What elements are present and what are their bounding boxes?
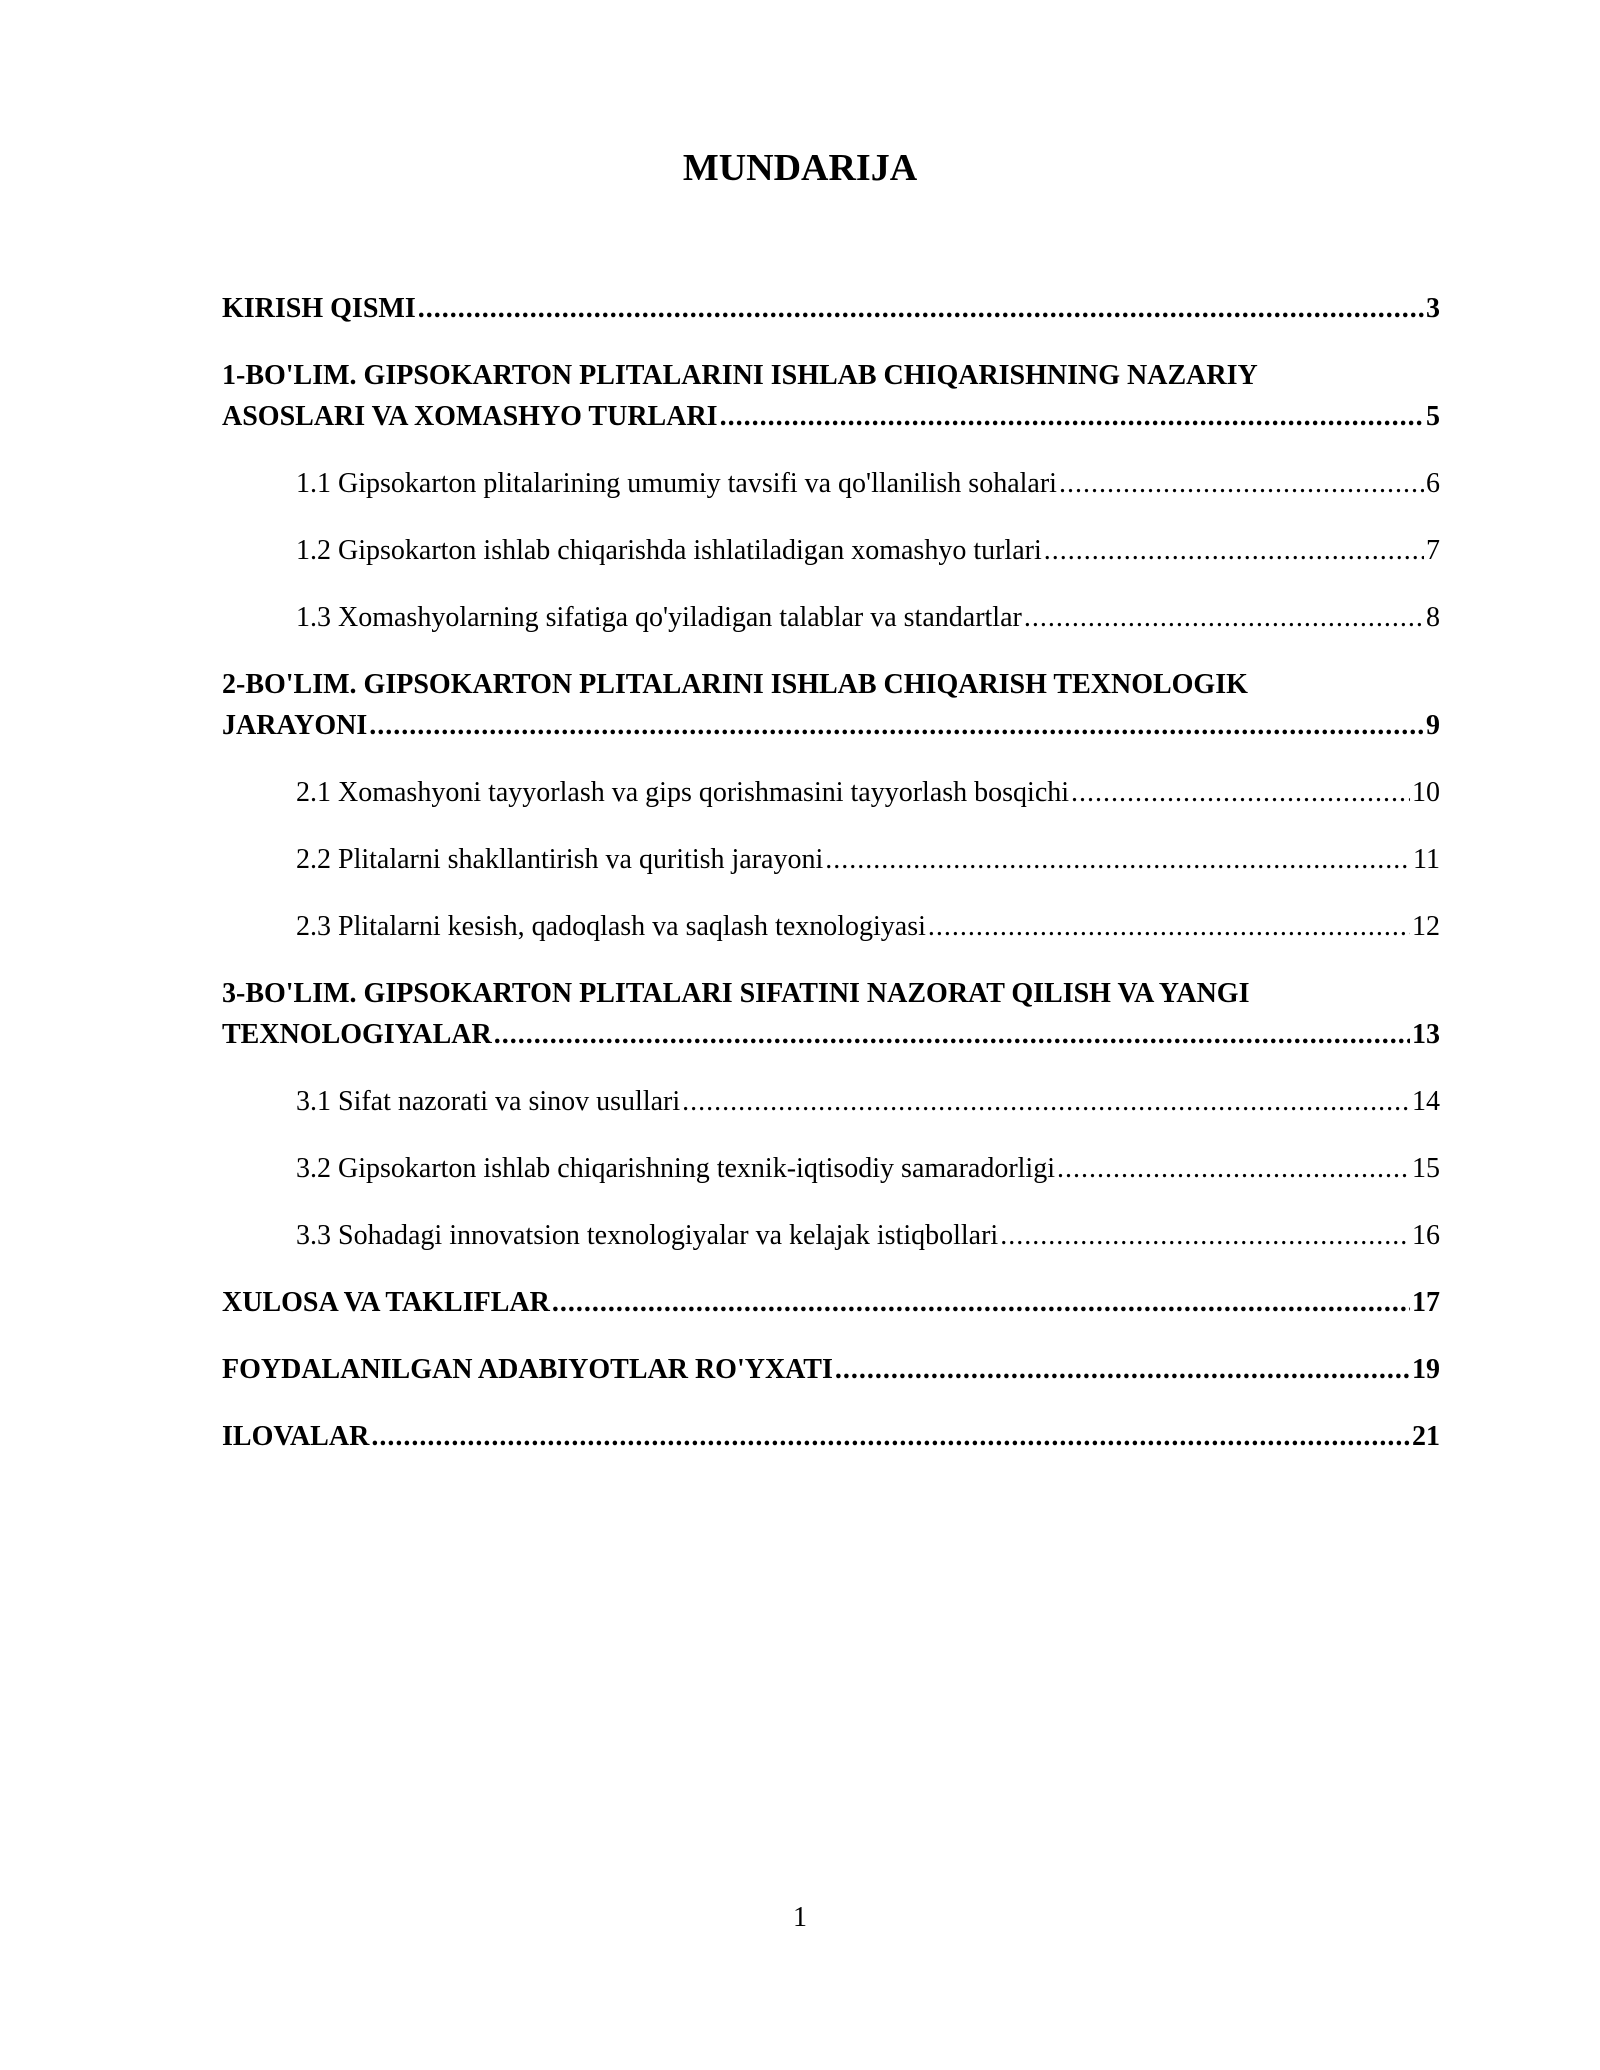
toc-entry[interactable] xyxy=(296,530,1440,571)
toc-page-number: 10 xyxy=(1412,777,1440,808)
toc-entry[interactable] xyxy=(222,288,1440,329)
dot-leader xyxy=(1000,1215,1410,1256)
dot-leader xyxy=(928,906,1410,947)
dot-leader xyxy=(418,288,1424,329)
dot-leader xyxy=(369,705,1424,746)
toc-entry-title: ASOSLARI VA XOMASHYO TURLARI xyxy=(222,401,718,432)
toc-entry[interactable] xyxy=(222,1416,1440,1457)
toc-entry[interactable] xyxy=(296,1081,1440,1122)
toc-entry[interactable] xyxy=(222,664,1440,746)
dot-leader xyxy=(1024,597,1424,638)
toc-entry-title: KIRISH QISMI xyxy=(222,293,416,324)
toc-entry-title: 2.2 Plitalarni shakllantirish va quritish jarayoni xyxy=(296,844,824,875)
dot-leader xyxy=(1059,463,1424,504)
dot-leader xyxy=(682,1081,1410,1122)
page-number: 1 xyxy=(793,1902,807,1933)
toc-page-number: 6 xyxy=(1426,468,1440,499)
toc-entry-title: 2.3 Plitalarni kesish, qadoqlash va saqlash texnologiyasi xyxy=(296,911,926,942)
toc-entry[interactable] xyxy=(222,1349,1440,1390)
dot-leader xyxy=(494,1014,1410,1055)
toc-entry[interactable] xyxy=(222,1282,1440,1323)
toc-entry-title: 1.3 Xomashyolarning sifatiga qo'yiladigan talablar va standartlar xyxy=(296,602,1022,633)
toc-page-number: 21 xyxy=(1412,1421,1440,1452)
toc-page-number: 12 xyxy=(1412,911,1440,942)
toc-entry-title: XULOSA VA TAKLIFLAR xyxy=(222,1287,550,1318)
toc-entry[interactable] xyxy=(222,973,1440,1055)
toc-entry[interactable] xyxy=(296,1148,1440,1189)
dot-leader xyxy=(1071,772,1410,813)
toc-entry-title: TEXNOLOGIYALAR xyxy=(222,1019,492,1050)
toc-entry-title: 3.1 Sifat nazorati va sinov usullari xyxy=(296,1086,681,1117)
toc-page-number: 14 xyxy=(1412,1086,1440,1117)
toc-page-number: 15 xyxy=(1412,1153,1440,1184)
toc-entry-title-line1: 1-BO'LIM. GIPSOKARTON PLITALARINI ISHLAB CHIQARISHNING NAZARIY xyxy=(222,360,1258,391)
toc-entry-title: 1.1 Gipsokarton plitalarining umumiy tavsifi va qo'llanilish sohalari xyxy=(296,468,1057,499)
toc-entry-title-line1: 2-BO'LIM. GIPSOKARTON PLITALARINI ISHLAB CHIQARISH TEXNOLOGIK xyxy=(222,669,1248,700)
toc-page-number: 7 xyxy=(1426,535,1440,566)
toc-entry-title: 3.3 Sohadagi innovatsion texnologiyalar va kelajak istiqbollari xyxy=(296,1220,999,1251)
dot-leader xyxy=(835,1349,1410,1390)
dot-leader xyxy=(371,1416,1410,1457)
dot-leader xyxy=(720,396,1424,437)
toc-entry[interactable] xyxy=(296,463,1440,504)
toc-page-number: 17 xyxy=(1412,1287,1440,1318)
dot-leader xyxy=(1044,530,1424,571)
dot-leader xyxy=(825,839,1411,880)
toc-entry-title: ILOVALAR xyxy=(222,1421,370,1452)
toc-entry[interactable] xyxy=(296,772,1440,813)
toc-entry-title: 1.2 Gipsokarton ishlab chiqarishda ishlatiladigan xomashyo turlari xyxy=(296,535,1042,566)
toc-entry[interactable] xyxy=(296,1215,1440,1256)
toc-page-number: 8 xyxy=(1426,602,1440,633)
toc-page-number: 16 xyxy=(1412,1220,1440,1251)
toc-page-number: 13 xyxy=(1412,1019,1440,1050)
toc-entry[interactable] xyxy=(296,839,1440,880)
toc-page-number: 11 xyxy=(1413,844,1440,875)
toc-entry-title: 3.2 Gipsokarton ishlab chiqarishning texnik-iqtisodiy samaradorligi xyxy=(296,1153,1055,1184)
page-title: MUNDARIJA xyxy=(682,147,918,189)
toc-entry-title: FOYDALANILGAN ADABIYOTLAR RO'YXATI xyxy=(222,1354,833,1385)
toc-entry[interactable] xyxy=(296,906,1440,947)
table-of-contents xyxy=(222,288,1440,1483)
toc-entry-title-line1: 3-BO'LIM. GIPSOKARTON PLITALARI SIFATINI NAZORAT QILISH VA YANGI xyxy=(222,978,1250,1009)
toc-page-number: 3 xyxy=(1426,293,1440,324)
toc-page-number: 9 xyxy=(1426,710,1440,741)
toc-entry-title: 2.1 Xomashyoni tayyorlash va gips qorishmasini tayyorlash bosqichi xyxy=(296,777,1070,808)
dot-leader xyxy=(552,1282,1410,1323)
toc-page-number: 5 xyxy=(1426,401,1440,432)
toc-entry[interactable] xyxy=(222,355,1440,437)
dot-leader xyxy=(1057,1148,1410,1189)
toc-page-number: 19 xyxy=(1412,1354,1440,1385)
toc-entry-title: JARAYONI xyxy=(222,710,368,741)
toc-entry[interactable] xyxy=(296,597,1440,638)
